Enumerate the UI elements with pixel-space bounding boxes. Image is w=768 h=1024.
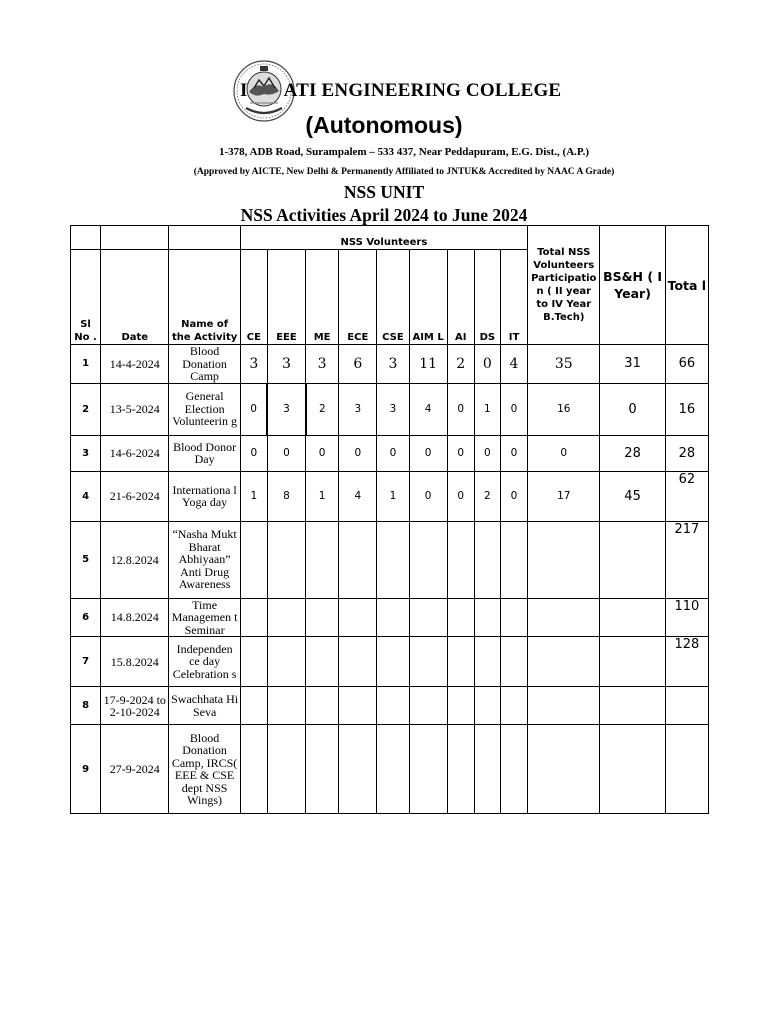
autonomous-label: (Autonomous) — [305, 112, 463, 138]
sl-no-cell: 6 — [71, 598, 101, 637]
cse-cell — [377, 521, 409, 598]
college-address: 1-378, ADB Road, Surampalem – 533 437, Near Peddapuram, E.G. Dist., (A.P.) — [218, 146, 590, 158]
total-cell: 110 — [665, 598, 708, 637]
ds-cell: 0 — [474, 345, 500, 384]
me-cell: 1 — [306, 471, 339, 521]
aiml-cell: 0 — [409, 435, 447, 471]
date-header: Date — [101, 250, 169, 345]
ai-cell — [447, 521, 474, 598]
unit-title: NSS UNIT — [343, 182, 425, 202]
ai-cell — [447, 598, 474, 637]
activity-header: Name of the Activity — [169, 250, 240, 345]
bsh-cell — [600, 598, 665, 637]
aiml-cell: 11 — [409, 345, 447, 384]
eee-cell — [267, 637, 305, 687]
eee-cell — [267, 687, 305, 725]
cse-cell: 3 — [377, 345, 409, 384]
ece-cell — [339, 521, 377, 598]
document-title: NSS Activities April 2024 to June 2024 — [240, 205, 528, 225]
aiml-cell: 0 — [409, 471, 447, 521]
me-cell: 0 — [306, 435, 339, 471]
aiml-cell — [409, 598, 447, 637]
ece-cell: 3 — [339, 383, 377, 435]
nss-volunteers-group-header: NSS Volunteers — [240, 226, 527, 250]
total-header: Tota l — [665, 226, 708, 345]
activity-cell: “Nasha Mukt Bharat Abhiyaan” Anti Drug Awareness — [169, 521, 240, 598]
eee-cell — [267, 725, 305, 814]
total-nss-cell: 16 — [528, 383, 600, 435]
ece-cell: 6 — [339, 345, 377, 384]
date-cell: 14.8.2024 — [101, 598, 169, 637]
bsh-cell — [600, 687, 665, 725]
ds-cell: 2 — [474, 471, 500, 521]
ce-cell — [240, 687, 267, 725]
cse-cell — [377, 598, 409, 637]
ai-cell: 0 — [447, 383, 474, 435]
ece-header: ECE — [339, 250, 377, 345]
total-cell — [665, 687, 708, 725]
aiml-cell — [409, 687, 447, 725]
header-blank-cell — [169, 226, 240, 250]
table-row — [71, 637, 709, 687]
me-cell: 3 — [306, 345, 339, 384]
ai-cell: 2 — [447, 345, 474, 384]
ce-cell — [240, 598, 267, 637]
it-cell — [500, 637, 527, 687]
cse-header: CSE — [377, 250, 409, 345]
ai-cell: 0 — [447, 471, 474, 521]
college-name-text: ATI ENGINEERING COLLEGE — [283, 80, 562, 101]
total-nss-cell: 35 — [528, 345, 600, 384]
table-row — [71, 345, 709, 384]
ds-cell: 0 — [474, 435, 500, 471]
aiml-cell: 4 — [409, 383, 447, 435]
ai-cell — [447, 637, 474, 687]
ce-cell — [240, 521, 267, 598]
it-cell: 0 — [500, 435, 527, 471]
ai-cell — [447, 687, 474, 725]
sl-no-cell: 3 — [71, 435, 101, 471]
total-cell: 217 — [665, 521, 708, 598]
eee-cell — [267, 521, 305, 598]
it-header: IT — [500, 250, 527, 345]
date-cell: 21-6-2024 — [101, 471, 169, 521]
activity-cell: Blood Donor Day — [169, 435, 240, 471]
bsh-header: BS&H ( I Year) — [600, 226, 665, 345]
eee-cell: 8 — [267, 471, 305, 521]
bsh-cell: 0 — [600, 383, 665, 435]
me-cell: 2 — [306, 383, 339, 435]
ece-cell: 0 — [339, 435, 377, 471]
eee-cell: 0 — [267, 435, 305, 471]
aiml-cell — [409, 521, 447, 598]
activity-cell: Swachhata Hi Seva — [169, 687, 240, 725]
ece-cell — [339, 598, 377, 637]
table-row — [71, 435, 709, 471]
total-nss-cell — [528, 725, 600, 814]
me-cell — [306, 521, 339, 598]
cse-cell — [377, 687, 409, 725]
total-nss-cell — [528, 637, 600, 687]
total-nss-cell — [528, 687, 600, 725]
bsh-cell: 45 — [600, 471, 665, 521]
activity-cell: Blood Donation Camp — [169, 345, 240, 384]
date-cell: 14-4-2024 — [101, 345, 169, 384]
date-cell: 17-9-2024 to 2-10-2024 — [101, 687, 169, 725]
ds-cell — [474, 637, 500, 687]
ce-cell — [240, 637, 267, 687]
date-cell: 27-9-2024 — [101, 725, 169, 814]
ce-cell: 0 — [240, 435, 267, 471]
ce-cell — [240, 725, 267, 814]
table-row — [71, 471, 709, 521]
ece-cell — [339, 725, 377, 814]
it-cell — [500, 687, 527, 725]
table-row — [71, 687, 709, 725]
sl-no-cell: 7 — [71, 637, 101, 687]
ai-cell — [447, 725, 474, 814]
it-cell: 4 — [500, 345, 527, 384]
total-nss-cell: 17 — [528, 471, 600, 521]
sl-no-cell: 8 — [71, 687, 101, 725]
total-nss-cell: 0 — [528, 435, 600, 471]
cse-cell: 1 — [377, 471, 409, 521]
ds-cell — [474, 687, 500, 725]
activity-cell: General Election Volunteerin g — [169, 383, 240, 435]
ai-header: AI — [447, 250, 474, 345]
college-name-prefix: I — [240, 80, 248, 101]
eee-cell: 3 — [267, 383, 305, 435]
bsh-cell — [600, 637, 665, 687]
cse-cell: 3 — [377, 383, 409, 435]
eee-header: EEE — [267, 250, 305, 345]
sl-no-cell: 2 — [71, 383, 101, 435]
bsh-cell — [600, 521, 665, 598]
college-name — [240, 80, 600, 102]
me-cell — [306, 637, 339, 687]
total-cell: 28 — [665, 435, 708, 471]
bsh-cell — [600, 725, 665, 814]
date-cell: 13-5-2024 — [101, 383, 169, 435]
cse-cell — [377, 637, 409, 687]
ce-cell: 1 — [240, 471, 267, 521]
ece-cell: 4 — [339, 471, 377, 521]
bsh-cell: 31 — [600, 345, 665, 384]
me-cell — [306, 598, 339, 637]
total-cell: 66 — [665, 345, 708, 384]
activity-cell: Time Managemen t Seminar — [169, 598, 240, 637]
ce-cell: 0 — [240, 383, 267, 435]
ds-cell — [474, 725, 500, 814]
date-cell: 12.8.2024 — [101, 521, 169, 598]
total-nss-cell — [528, 521, 600, 598]
total-nss-cell — [528, 598, 600, 637]
sl-no-cell: 4 — [71, 471, 101, 521]
ece-cell — [339, 637, 377, 687]
table-row — [71, 521, 709, 598]
activity-cell: Blood Donation Camp, IRCS( EEE & CSE dept NSS Wings) — [169, 725, 240, 814]
it-cell — [500, 725, 527, 814]
ce-cell: 3 — [240, 345, 267, 384]
ds-cell — [474, 521, 500, 598]
eee-cell: 3 — [267, 345, 305, 384]
date-cell: 15.8.2024 — [101, 637, 169, 687]
it-cell: 0 — [500, 471, 527, 521]
me-cell — [306, 725, 339, 814]
sl-no-cell: 1 — [71, 345, 101, 384]
table-header-row-1 — [71, 226, 709, 250]
me-header: ME — [306, 250, 339, 345]
total-cell: 16 — [665, 383, 708, 435]
approval-note: (Approved by AICTE, New Delhi & Permanently Affiliated to JNTUK& Accredited by NAAC A Grade) — [193, 167, 615, 177]
activity-cell: Independen ce day Celebration s — [169, 637, 240, 687]
ce-header: CE — [240, 250, 267, 345]
it-cell — [500, 598, 527, 637]
table-row — [71, 725, 709, 814]
it-cell — [500, 521, 527, 598]
aiml-cell — [409, 725, 447, 814]
aiml-cell — [409, 637, 447, 687]
total-cell — [665, 725, 708, 814]
ece-cell — [339, 687, 377, 725]
bsh-cell: 28 — [600, 435, 665, 471]
table-row — [71, 383, 709, 435]
sl-no-cell: 5 — [71, 521, 101, 598]
table-row — [71, 598, 709, 637]
it-cell: 0 — [500, 383, 527, 435]
aiml-header: AIM L — [409, 250, 447, 345]
ai-cell: 0 — [447, 435, 474, 471]
activity-cell: Internationa l Yoga day — [169, 471, 240, 521]
sl-no-cell: 9 — [71, 725, 101, 814]
header-blank-cell — [101, 226, 169, 250]
cse-cell — [377, 725, 409, 814]
date-cell: 14-6-2024 — [101, 435, 169, 471]
eee-cell — [267, 598, 305, 637]
ds-header: DS — [474, 250, 500, 345]
total-cell: 62 — [665, 471, 708, 521]
cse-cell: 0 — [377, 435, 409, 471]
total-cell: 128 — [665, 637, 708, 687]
nss-activities-table — [70, 225, 709, 814]
sl-no-header: Sl No . — [71, 250, 101, 345]
total-nss-header: Total NSS Volunteers Participatio n ( II year to IV Year B.Tech) — [528, 226, 600, 345]
ds-cell: 1 — [474, 383, 500, 435]
ds-cell — [474, 598, 500, 637]
me-cell — [306, 687, 339, 725]
header-blank-cell — [71, 226, 101, 250]
